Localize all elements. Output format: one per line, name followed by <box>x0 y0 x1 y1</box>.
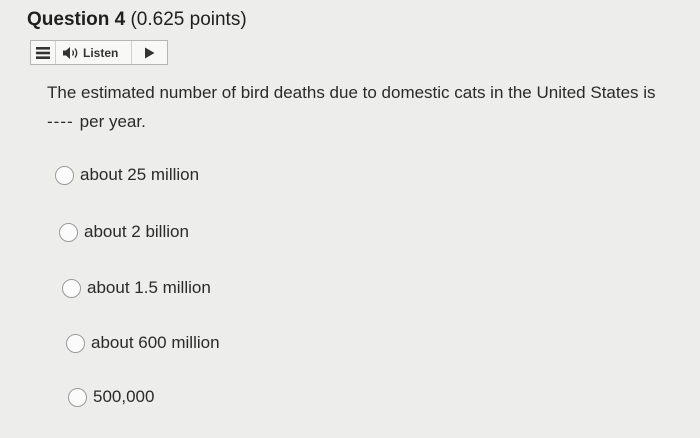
listen-menu-button[interactable] <box>31 41 55 64</box>
question-number: Question 4 <box>27 9 126 30</box>
radio-button[interactable] <box>66 334 85 353</box>
option-label: 500,000 <box>93 387 155 406</box>
option-label: about 600 million <box>91 333 220 352</box>
option-label: about 25 million <box>80 165 200 184</box>
radio-button[interactable] <box>68 388 87 407</box>
answer-option[interactable] <box>66 333 220 353</box>
menu-icon <box>36 47 50 59</box>
radio-button[interactable] <box>55 166 74 185</box>
answer-blank: ---- <box>47 112 74 131</box>
listen-button[interactable] <box>55 41 132 64</box>
question-title <box>27 9 247 31</box>
listen-label: Listen <box>83 45 119 60</box>
radio-button[interactable] <box>62 279 81 298</box>
speaker-icon <box>62 46 80 60</box>
play-icon <box>144 47 155 59</box>
answer-option[interactable] <box>59 222 189 242</box>
question-points: (0.625 points) <box>130 9 247 30</box>
option-label: about 2 billion <box>84 222 189 241</box>
prompt-line-2 <box>47 107 682 136</box>
prompt-line-2-text: per year. <box>79 112 146 131</box>
answer-option[interactable] <box>62 278 211 298</box>
question-prompt <box>47 78 682 136</box>
prompt-line-1: The estimated number of bird deaths due to domestic cats in the United States is <box>47 83 656 102</box>
listen-toolbar <box>30 40 168 65</box>
option-label: about 1.5 million <box>87 278 211 297</box>
play-button[interactable] <box>132 41 167 64</box>
answer-option[interactable] <box>55 165 199 185</box>
answer-option[interactable] <box>68 387 154 407</box>
radio-button[interactable] <box>59 223 78 242</box>
